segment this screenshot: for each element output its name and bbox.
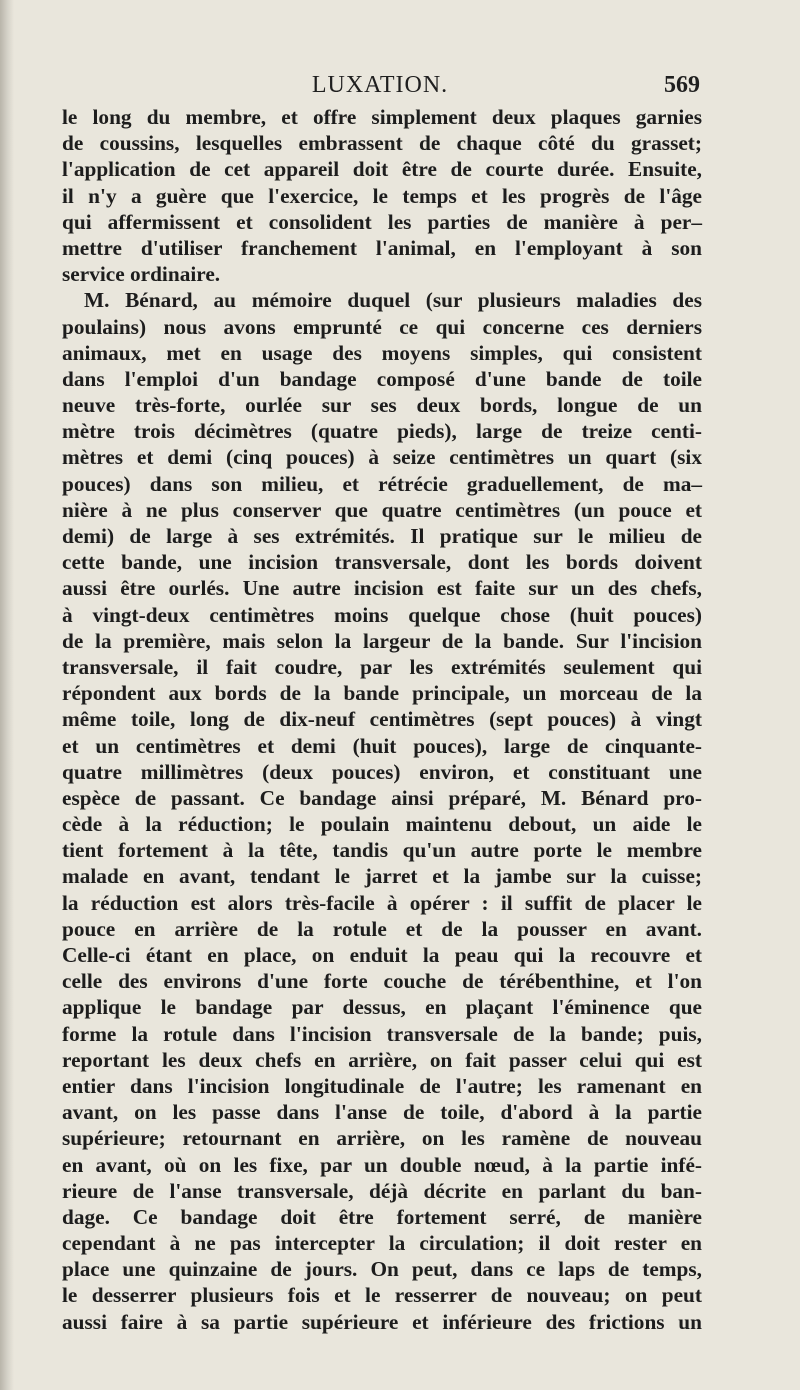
text-line: demi) de large à ses extrémités. Il pratique sur le milieu de <box>62 524 702 548</box>
text-line: dage. Ce bandage doit être fortement serré, de manière <box>62 1204 702 1229</box>
text-line: pouce en arrière de la rotule et de la pousser en avant. <box>62 916 702 941</box>
text-line: supérieure; retournant en arrière, on les ramène de nouveau <box>62 1126 702 1151</box>
text-line: reportant les deux chefs en arrière, on fait passer celui qui est <box>62 1047 702 1072</box>
text-line: neuve très-forte, ourlée sur ses deux bords, longue de un <box>62 393 702 418</box>
text-line: place une quinzaine de jours. On peut, dans ce laps de temps, <box>62 1257 702 1282</box>
text-line: applique le bandage par dessus, en plaçant l'éminence que <box>62 995 702 1020</box>
text-line: avant, on les passe dans l'anse de toile, d'abord à la partie <box>62 1100 702 1125</box>
text-line: service ordinaire. <box>62 262 221 287</box>
text-line: dans l'emploi d'un bandage composé d'une bande de toile <box>62 366 702 391</box>
text-line: en avant, où on les fixe, par un double nœud, à la partie infé- <box>62 1152 702 1177</box>
running-title: LUXATION. <box>311 72 449 98</box>
page-spine-shadow <box>0 0 14 1390</box>
text-line: quatre millimètres (deux pouces) environ, et constituant une <box>62 759 702 784</box>
text-line: le desserrer plusieurs fois et le resserrer de nouveau; on peut <box>62 1283 702 1308</box>
text-line: poulains) nous avons emprunté ce qui concerne ces derniers <box>62 314 702 339</box>
text-line: il n'y a guère que l'exercice, le temps et les progrès de l'âge <box>62 183 702 208</box>
text-line: transversale, il fait coudre, par les extrémités seulement qui <box>62 654 702 679</box>
text-line: cependant à ne pas intercepter la circulation; il doit rester en <box>62 1231 702 1256</box>
text-line: entier dans l'incision longitudinale de l'autre; les ramenant en <box>62 1073 702 1098</box>
page-number: 569 <box>664 72 700 98</box>
page-header <box>60 72 700 104</box>
text-line: mètre trois décimètres (quatre pieds), large de treize centi- <box>62 419 702 444</box>
text-line: forme la rotule dans l'incision transversale de la bande; puis, <box>62 1021 702 1046</box>
text-line: M. Bénard, au mémoire duquel (sur plusieurs maladies des <box>84 288 702 313</box>
text-line: malade en avant, tendant le jarret et la jambe sur la cuisse; <box>62 864 702 889</box>
text-line: répondent aux bords de la bande principale, un morceau de la <box>62 681 702 706</box>
text-line: qui affermissent et consolident les parties de manière à per– <box>62 209 702 234</box>
text-line: à vingt-deux centimètres moins quelque chose (huit pouces) <box>62 602 702 627</box>
text-line: aussi faire à sa partie supérieure et inférieure des frictions un <box>62 1309 702 1334</box>
text-line: l'application de cet appareil doit être de courte durée. Ensuite, <box>62 157 702 182</box>
text-line: et un centimètres et demi (huit pouces), large de cinquante- <box>62 733 702 758</box>
text-line: Celle-ci étant en place, on enduit la peau qui la recouvre et <box>62 943 702 967</box>
text-line: espèce de passant. Ce bandage ainsi préparé, M. Bénard pro- <box>62 785 702 810</box>
text-line: animaux, met en usage des moyens simples, qui consistent <box>62 340 702 365</box>
body-text <box>62 104 702 1335</box>
text-line: mètres et demi (cinq pouces) à seize centimètres un quart (six <box>62 445 702 470</box>
text-line: cède à la réduction; le poulain maintenu debout, un aide le <box>62 812 702 837</box>
text-line: pouces) dans son milieu, et rétrécie graduellement, de ma– <box>62 471 702 496</box>
text-line: le long du membre, et offre simplement deux plaques garnies <box>62 105 702 129</box>
text-line: nière à ne plus conserver que quatre centimètres (un pouce et <box>62 497 702 522</box>
text-line: rieure de l'anse transversale, déjà décrite en parlant du ban- <box>62 1178 702 1203</box>
text-line: de la première, mais selon la largeur de la bande. Sur l'incision <box>62 628 702 653</box>
text-line: aussi être ourlés. Une autre incision est faite sur un des chefs, <box>62 576 702 601</box>
text-line: la réduction est alors très-facile à opérer : il suffit de placer le <box>62 890 702 915</box>
text-line: de coussins, lesquelles embrassent de chaque côté du grasset; <box>62 131 702 156</box>
text-line: celle des environs d'une forte couche de térébenthine, et l'on <box>62 969 702 994</box>
text-line: tient fortement à la tête, tandis qu'un autre porte le membre <box>62 838 702 863</box>
text-line: même toile, long de dix-neuf centimètres (sept pouces) à vingt <box>62 707 702 732</box>
text-line: cette bande, une incision transversale, dont les bords doivent <box>62 550 702 575</box>
text-line: mettre d'utiliser franchement l'animal, en l'employant à son <box>62 235 702 260</box>
